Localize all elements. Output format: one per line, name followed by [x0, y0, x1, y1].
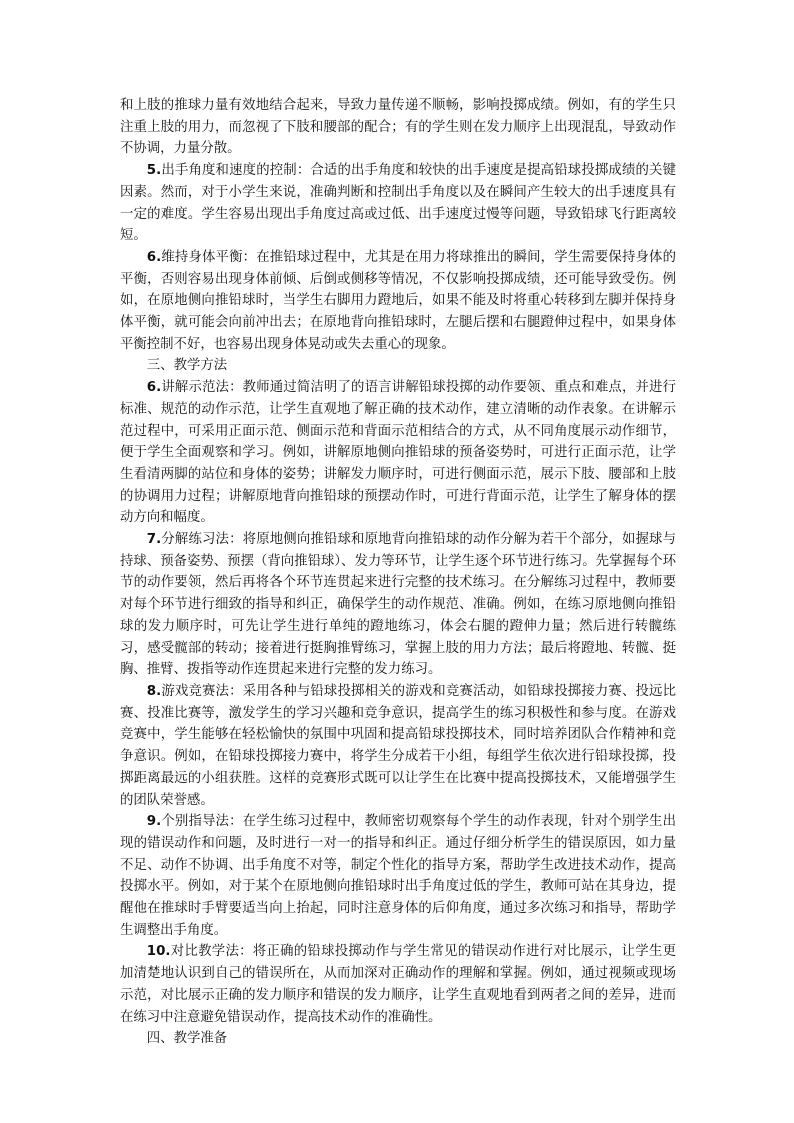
paragraph-text: 和上肢的推球力量有效地结合起来，导致力量传递不顺畅，影响投掷成绩。例如，有的学生只注重上肢的用力，而忽视了下肢和腰部的配合；有的学生则在发力顺序上出现混乱，导致动作不协调，力量分散。: [120, 98, 676, 157]
paragraph-force-coordination: [120, 95, 676, 160]
item-text: 个别指导法：在学生练习过程中，教师密切观察每个学生的动作表现，针对个别学生出现的错误动作和问题，及时进行一对一的指导和纠正。通过仔细分析学生的错误原因，如力量不足、动作不协调、出手角度不对等，制定个性化的指导方案，帮助学生改进技术动作，提高投掷水平。例如，对于某个在原地侧向推铅球时出手角度过低的学生，教师可站在其身边，提醒他在推球时手臂要适当向上抬起，同时注意身体的后仰角度，通过多次练习和指导，帮助学生调整出手角度。: [120, 814, 676, 938]
list-item-individual-guidance: [120, 811, 676, 941]
section-heading-teaching-methods: 三、教学方法: [146, 358, 228, 374]
list-item-decomposition-practice: [120, 529, 676, 681]
item-number: 8.: [146, 683, 162, 699]
item-number: 9.: [146, 814, 162, 830]
item-number: 10.: [146, 944, 171, 960]
list-item-release-angle: [120, 160, 676, 247]
item-number: 6.: [146, 380, 162, 396]
item-text: 对比教学法：将正确的铅球投掷动作与学生常见的错误动作进行对比展示，让学生更加清楚地认识到自己的错误所在，从而加深对正确动作的理解和掌握。例如，通过视频或现场示范，对比展示正确的发力顺序和错误的发力顺序，让学生直观地看到两者之间的差异，进而在练习中注意避免错误动作，提高技术动作的准确性。: [120, 944, 676, 1025]
item-text: 游戏竞赛法：采用各种与铅球投掷相关的游戏和竞赛活动，如铅球投掷接力赛、投远比赛、投准比赛等，激发学生的学习兴趣和竞争意识，提高学生的练习积极性和参与度。在游戏竞赛中，学生能够在轻松愉快的氛围中巩固和提高铅球投掷技术，同时培养团队合作精神和竞争意识。例如，在铅球投掷接力赛中，将学生分成若干小组，每组学生依次进行铅球投掷，投掷距离最远的小组获胜。这样的竞赛形式既可以让学生在比赛中提高投掷技术，又能增强学生的团队荣誉感。: [120, 683, 676, 808]
document-page: [120, 95, 676, 1050]
item-text: 维持身体平衡：在推铅球过程中，尤其是在用力将球推出的瞬间，学生需要保持身体的平衡，否则容易出现身体前倾、后倒或侧移等情况，不仅影响投掷成绩，还可能导致受伤。例如，在原地侧向推铅球时，当学生右脚用力蹬地后，如果不能及时将重心转移到左脚并保持身体平衡，就可能会向前冲出去；在原地背向推铅球时，左腿后摆和右腿蹬伸过程中，如果身体平衡控制不好，也容易出现身体晃动或失去重心的现象。: [120, 249, 676, 352]
item-text: 出手角度和速度的控制：合适的出手角度和较快的出手速度是提高铅球投掷成绩的关键因素。然而，对于小学生来说，准确判断和控制出手角度以及在瞬间产生较大的出手速度具有一定的难度。学生容易出现出手角度过高或过低、出手速度过慢等问题，导致铅球飞行距离较短。: [120, 163, 676, 244]
list-item-game-competition: [120, 681, 676, 811]
item-number: 5.: [146, 163, 162, 179]
item-number: 7.: [146, 532, 162, 548]
section-heading-teaching-preparation: 四、教学准备: [146, 1031, 228, 1047]
list-item-contrast-teaching: [120, 941, 676, 1028]
item-text: 分解练习法：将原地侧向推铅球和原地背向推铅球的动作分解为若干个部分，如握球与持球、预备姿势、预摆（背向推铅球）、发力等环节，让学生逐个环节进行练习。先掌握每个环节的动作要领，然后再将各个环节连贯起来进行完整的技术练习。在分解练习过程中，教师要对每个环节进行细致的指导和纠正，确保学生的动作规范、准确。例如，在练习原地侧向推铅球的发力顺序时，可先让学生进行单纯的蹬地练习，体会右腿的蹬伸力量；然后进行转髋练习，感受髋部的转动；接着进行挺胸推臂练习，掌握上肢的用力方法；最后将蹬地、转髋、挺胸、推臂、拨指等动作连贯起来进行完整的发力练习。: [120, 532, 676, 678]
item-text: 讲解示范法：教师通过简洁明了的语言讲解铅球投掷的动作要领、重点和难点，并进行标准、规范的动作示范，让学生直观地了解正确的技术动作，建立清晰的动作表象。在讲解示范过程中，可采用正面示范、侧面示范和背面示范相结合的方式，从不同角度展示动作细节，便于学生全面观察和学习。例如，讲解原地侧向推铅球的预备姿势时，可进行正面示范，让学生看清两脚的站位和身体的姿势；讲解发力顺序时，可进行侧面示范，展示下肢、腰部和上肢的协调用力过程；讲解原地背向推铅球的预摆动作时，可进行背面示范，让学生了解身体的摆动方向和幅度。: [120, 380, 676, 526]
item-number: 6.: [146, 249, 162, 265]
list-item-body-balance: [120, 247, 676, 356]
list-item-explain-demonstrate: [120, 377, 676, 529]
